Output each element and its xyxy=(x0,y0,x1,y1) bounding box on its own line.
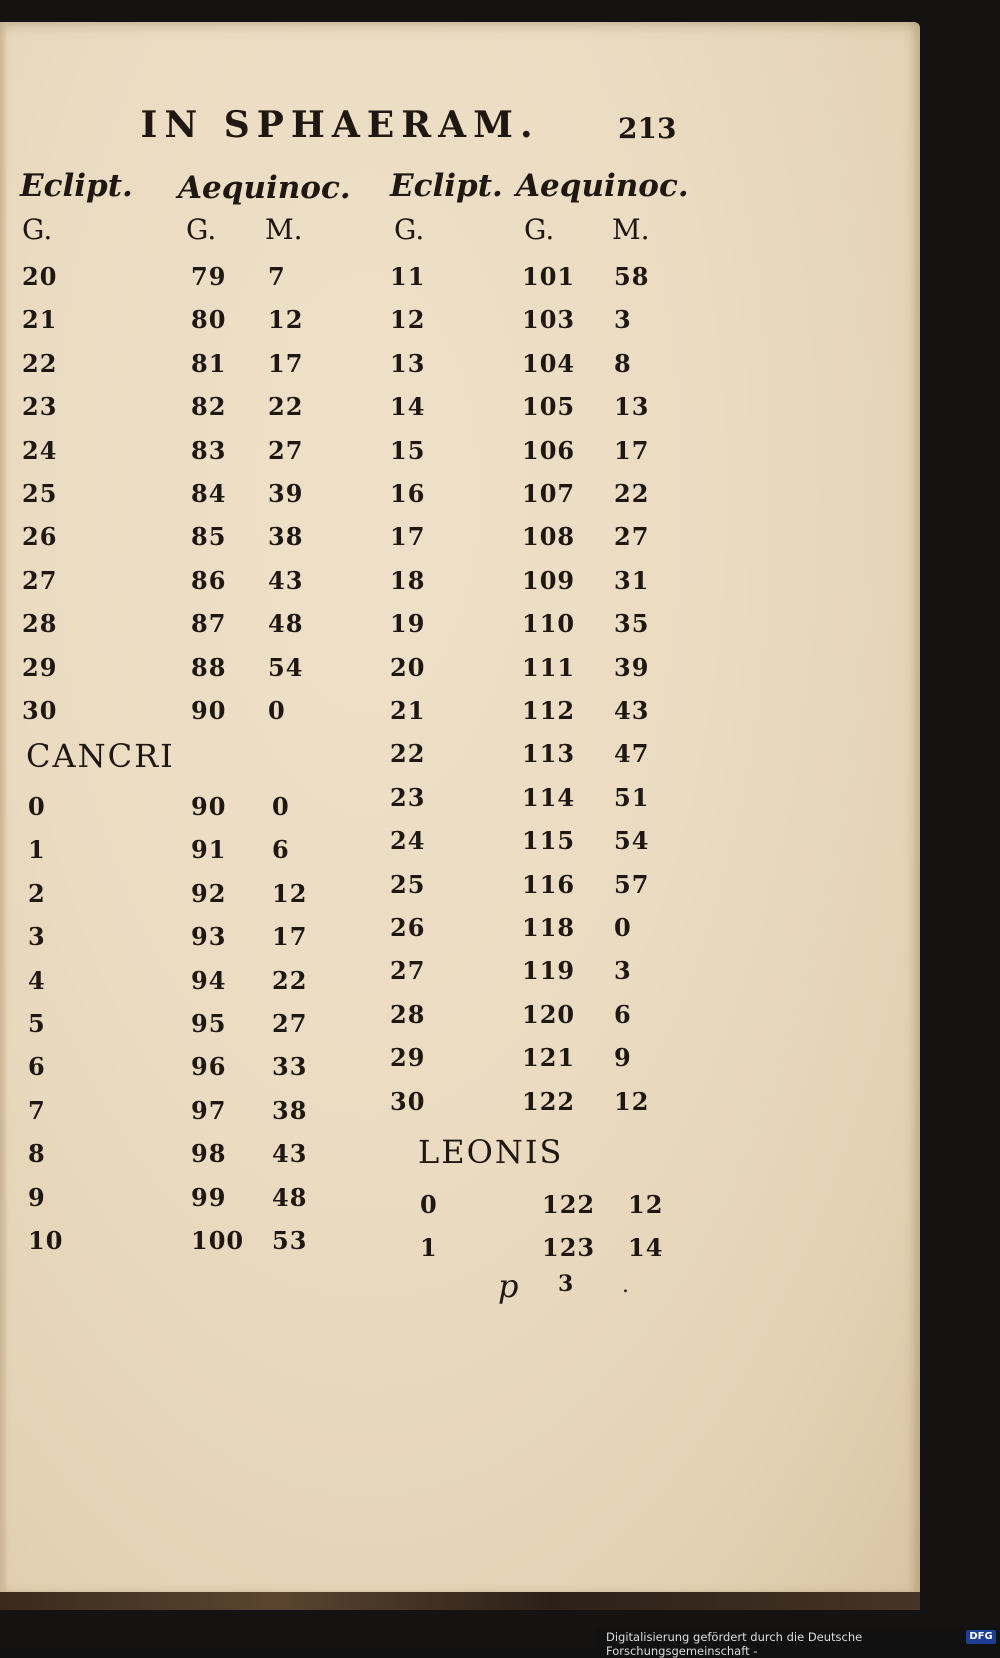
left-table-cell: 79 xyxy=(191,262,227,291)
right-header-eclipt: Eclipt. xyxy=(390,168,503,204)
left-subheader-degrees: G. xyxy=(22,213,53,246)
right-table-cell: 14 xyxy=(390,392,426,422)
left-table-cell: 95 xyxy=(191,1009,227,1038)
left-table-cell: 54 xyxy=(268,652,304,682)
signature-number: 3 xyxy=(558,1271,574,1297)
left-table-cell: 17 xyxy=(272,922,308,952)
right-table-cell: 0 xyxy=(614,913,632,942)
left-table-cell: 30 xyxy=(22,696,58,725)
left-table-cell: 87 xyxy=(191,609,227,639)
left-table-cell: 24 xyxy=(22,435,58,465)
right-table-cell: 111 xyxy=(522,652,576,682)
right-table-cell: 9 xyxy=(614,1043,632,1073)
right-table-cell: 13 xyxy=(614,392,650,422)
right-table-cell: 12 xyxy=(390,305,426,335)
right-table-cell: 113 xyxy=(522,739,576,769)
right-table-cell: 15 xyxy=(390,435,426,465)
right-table-cell: 22 xyxy=(614,479,650,508)
right-table-cell: 16 xyxy=(390,479,426,508)
left-table-cell: 8 xyxy=(28,1139,46,1169)
footer-funding-text: Digitalisierung gefördert durch die Deutsche Forschungsgemeinschaft - xyxy=(606,1630,863,1658)
right-table-cell: 27 xyxy=(390,956,426,986)
left-table-cell: 97 xyxy=(191,1095,227,1125)
right-table-cell: 27 xyxy=(614,522,650,552)
right-table-cell: 3 xyxy=(614,956,632,986)
right-table-cell: 3 xyxy=(614,305,632,335)
right-table-cell: 110 xyxy=(522,609,576,639)
right-table-cell: 122 xyxy=(542,1190,596,1219)
left-table-cell: 33 xyxy=(272,1052,308,1082)
left-table-cell: 27 xyxy=(22,565,58,595)
right-table-cell: 105 xyxy=(522,392,576,422)
right-table-cell: 101 xyxy=(522,262,576,291)
sign-label-cancri: CANCRI xyxy=(26,737,175,775)
right-table-cell: 120 xyxy=(522,999,576,1029)
left-table-cell: 23 xyxy=(22,392,58,422)
right-table-cell: 23 xyxy=(390,782,426,812)
left-table-cell: 91 xyxy=(191,835,227,865)
right-table-cell: 22 xyxy=(390,739,426,769)
right-table-cell: 121 xyxy=(522,1043,576,1073)
left-table-cell: 43 xyxy=(268,565,304,595)
right-table-cell: 26 xyxy=(390,913,426,942)
left-table-cell: 96 xyxy=(191,1052,227,1082)
left-table-cell: 85 xyxy=(191,522,227,552)
right-table-cell: 114 xyxy=(522,782,576,812)
right-table-cell: 17 xyxy=(390,522,426,552)
left-table-cell: 7 xyxy=(268,262,286,291)
left-table-cell: 92 xyxy=(191,878,227,908)
right-table-cell: 123 xyxy=(542,1233,596,1263)
right-table-cell: 47 xyxy=(614,739,650,769)
left-table-cell: 90 xyxy=(191,696,227,725)
right-table-cell: 54 xyxy=(614,826,650,856)
right-table-cell: 30 xyxy=(390,1086,426,1116)
right-table-cell: 11 xyxy=(390,262,426,291)
left-table-cell: 2 xyxy=(28,878,46,908)
left-table-cell: 80 xyxy=(191,305,227,335)
left-table-cell: 29 xyxy=(22,652,58,682)
right-table-cell: 116 xyxy=(522,869,576,899)
left-table-cell: 6 xyxy=(28,1052,46,1082)
right-table-cell: 119 xyxy=(522,956,576,986)
right-table-cell: 106 xyxy=(522,435,576,465)
left-table-cell: 82 xyxy=(191,392,227,422)
right-table-cell: 109 xyxy=(522,565,576,595)
left-table-cell: 1 xyxy=(28,835,46,865)
right-table-cell: 13 xyxy=(390,348,426,378)
right-table-cell: 19 xyxy=(390,609,426,639)
right-table-cell: 115 xyxy=(522,826,576,856)
book-page xyxy=(0,22,920,1594)
right-table-cell: 25 xyxy=(390,869,426,899)
footer-bar xyxy=(596,1628,1000,1658)
left-table-cell: 12 xyxy=(272,878,308,908)
running-head: IN SPHAERAM. xyxy=(140,104,540,146)
left-subheader-minutes: M. xyxy=(265,213,303,246)
right-table-cell: 51 xyxy=(614,782,650,812)
left-table-cell: 22 xyxy=(272,965,308,995)
left-table-cell: 100 xyxy=(191,1226,245,1255)
left-table-cell: 0 xyxy=(268,696,286,725)
right-table-cell: 122 xyxy=(522,1086,576,1116)
left-table-cell: 98 xyxy=(191,1139,227,1169)
right-table-cell: 21 xyxy=(390,696,426,725)
left-table-cell: 5 xyxy=(28,1009,46,1038)
left-table-cell: 9 xyxy=(28,1182,46,1212)
left-table-cell: 17 xyxy=(268,348,304,378)
left-table-cell: 20 xyxy=(22,262,58,291)
right-table-cell: 28 xyxy=(390,999,426,1029)
left-table-cell: 7 xyxy=(28,1095,46,1125)
right-table-cell: 104 xyxy=(522,348,576,378)
right-header-aequinoc: Aequinoc. xyxy=(516,168,689,204)
right-table-cell: 0 xyxy=(420,1190,438,1219)
left-table-cell: 83 xyxy=(191,435,227,465)
left-table-cell: 48 xyxy=(268,609,304,639)
right-table-cell: 17 xyxy=(614,435,650,465)
left-table-cell: 39 xyxy=(268,479,304,508)
left-header-eclipt: Eclipt. xyxy=(20,168,133,204)
left-table-cell: 99 xyxy=(191,1182,227,1212)
right-table-cell: 18 xyxy=(390,565,426,595)
right-table-cell: 57 xyxy=(614,869,650,899)
right-table-cell: 12 xyxy=(628,1190,664,1219)
left-table-cell: 22 xyxy=(268,392,304,422)
signature-mark: p xyxy=(498,1267,519,1305)
page-gutter-shadow xyxy=(0,22,8,1594)
right-table-cell: 6 xyxy=(614,999,632,1029)
right-table-cell: 31 xyxy=(614,565,650,595)
left-table-cell: 3 xyxy=(28,922,46,952)
right-table-cell: 8 xyxy=(614,348,632,378)
right-table-cell: 24 xyxy=(390,826,426,856)
left-table-cell: 6 xyxy=(272,835,290,865)
left-header-aequinoc: Aequinoc. xyxy=(178,170,351,206)
right-table-cell: 103 xyxy=(522,305,576,335)
right-table-cell: 1 xyxy=(420,1233,438,1263)
left-table-cell: 10 xyxy=(28,1226,64,1255)
left-table-cell: 86 xyxy=(191,565,227,595)
left-table-cell: 53 xyxy=(272,1226,308,1255)
left-table-cell: 21 xyxy=(22,305,58,335)
left-table-cell: 94 xyxy=(191,965,227,995)
left-table-cell: 38 xyxy=(268,522,304,552)
left-table-cell: 26 xyxy=(22,522,58,552)
left-table-cell: 25 xyxy=(22,479,58,508)
right-subheader-degrees: G. xyxy=(394,213,425,246)
left-subheader-aeq-degrees: G. xyxy=(186,213,217,246)
right-table-cell: 20 xyxy=(390,652,426,682)
left-table-cell: 22 xyxy=(22,348,58,378)
book-spine-edge xyxy=(0,1592,920,1610)
right-table-cell: 35 xyxy=(614,609,650,639)
left-table-cell: 88 xyxy=(191,652,227,682)
left-table-cell: 27 xyxy=(268,435,304,465)
left-table-cell: 12 xyxy=(268,305,304,335)
right-table-cell: 39 xyxy=(614,652,650,682)
right-table-cell: 43 xyxy=(614,696,650,725)
signature-dot: . xyxy=(622,1273,629,1298)
left-table-cell: 0 xyxy=(28,792,46,821)
right-table-cell: 112 xyxy=(522,696,576,725)
left-table-cell: 81 xyxy=(191,348,227,378)
right-table-cell: 58 xyxy=(614,262,650,291)
left-table-cell: 90 xyxy=(191,792,227,821)
dfg-logo: DFG xyxy=(966,1630,996,1644)
right-subheader-minutes: M. xyxy=(612,213,650,246)
left-table-cell: 38 xyxy=(272,1095,308,1125)
left-table-cell: 0 xyxy=(272,792,290,821)
sign-label-leonis: LEONIS xyxy=(418,1133,564,1171)
right-table-cell: 107 xyxy=(522,479,576,508)
right-table-cell: 108 xyxy=(522,522,576,552)
right-table-cell: 12 xyxy=(614,1086,650,1116)
left-table-cell: 93 xyxy=(191,922,227,952)
right-subheader-aeq-degrees: G. xyxy=(524,213,555,246)
page-number: 213 xyxy=(618,112,677,145)
left-table-cell: 43 xyxy=(272,1139,308,1169)
left-table-cell: 4 xyxy=(28,965,46,995)
right-table-cell: 118 xyxy=(522,913,576,942)
left-table-cell: 27 xyxy=(272,1009,308,1038)
right-table-cell: 14 xyxy=(628,1233,664,1263)
left-table-cell: 84 xyxy=(191,479,227,508)
left-table-cell: 48 xyxy=(272,1182,308,1212)
right-table-cell: 29 xyxy=(390,1043,426,1073)
left-table-cell: 28 xyxy=(22,609,58,639)
